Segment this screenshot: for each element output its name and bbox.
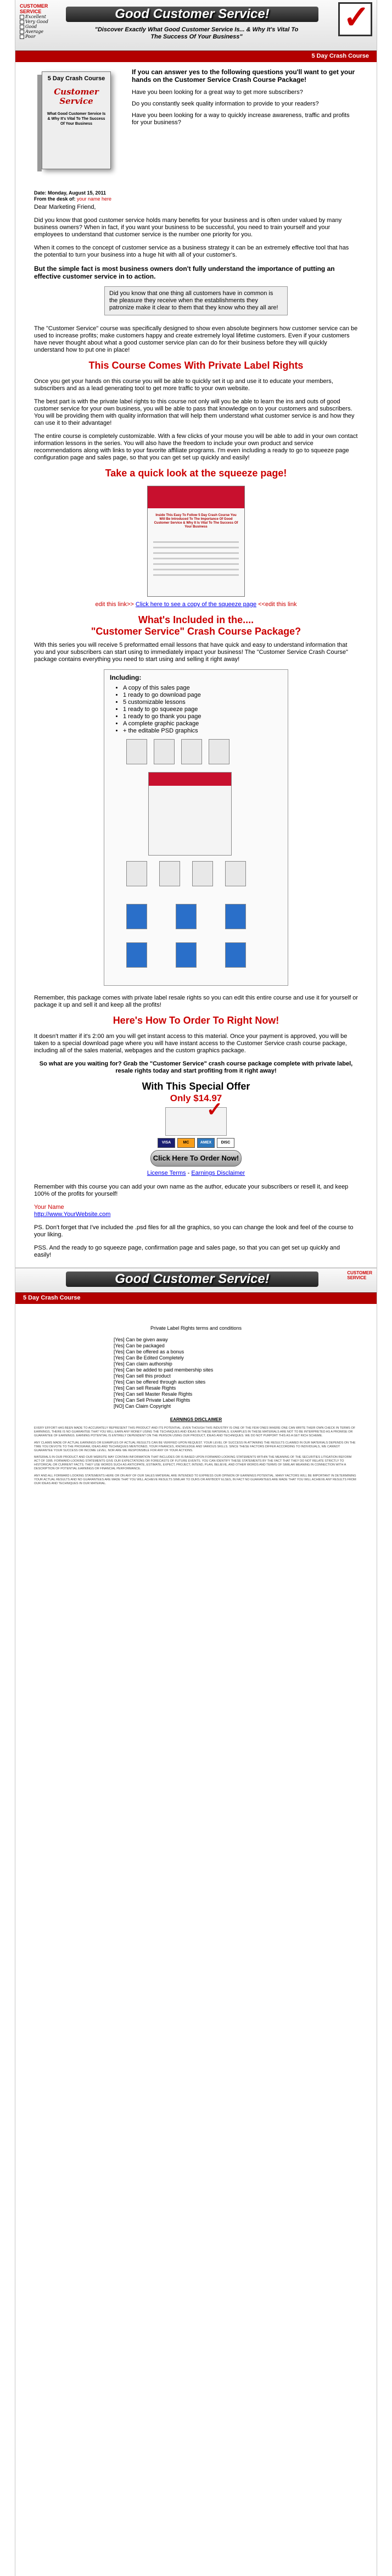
postscript: PS. Don't forget that I've included the .psd files for all the graphics, so you can change the look and feel of the course to your liking. xyxy=(34,1224,354,1238)
squeeze-header-strip xyxy=(148,486,244,508)
signature-name: Your Name xyxy=(34,1204,64,1211)
checkmark-icon: ✓ xyxy=(206,1098,223,1120)
ebook-desc: What Good Customer Service Is & Why It's Vital To The Success Of Your Business xyxy=(47,112,106,126)
rights-title: Private Label Rights terms and conditions xyxy=(150,1325,242,1331)
checkbox-icon xyxy=(20,30,24,34)
text-line xyxy=(153,563,239,565)
included-item: • 1 ready to go download page xyxy=(123,692,282,699)
para-2: When it comes to the concept of customer service as a business strategy it can be an extremely effective tool that has the potential to turn your business into a huge hit with all of your customer's. xyxy=(34,245,349,258)
disclaimer-title: EARNINGS DISCLAIMER xyxy=(170,1417,222,1422)
intro-q3: Have you been looking for a way to quickly increase awareness, traffic and profits for your business? xyxy=(132,112,350,126)
offer-line: With This Special Offer xyxy=(142,1081,250,1092)
rights-item: [Yes] Can be offered through auction sites xyxy=(114,1379,206,1385)
rights-item: [Yes] Can sell this product xyxy=(114,1373,171,1379)
discover-card-icon: DISC xyxy=(217,1138,234,1148)
title-band xyxy=(66,7,318,22)
logo-check-row xyxy=(20,24,59,29)
para-9: Remember, this package comes with private label resale rights so you can edit this entire course and use it for yourself or package it up and sell it and keep all the profits! xyxy=(34,995,359,1008)
included-item: • 5 customizable lessons xyxy=(123,699,282,706)
visa-card-icon: VISA xyxy=(158,1138,175,1148)
logo-check-label: Very Good xyxy=(25,19,48,24)
included-list xyxy=(123,685,282,735)
footer-title-band xyxy=(66,1272,318,1287)
ebook-graphic xyxy=(126,739,147,764)
checkmark-icon: ✓ xyxy=(338,2,372,36)
para-3: But the simple fact is most business owners don't fully understand the importance of putting an effective customer service in to action. xyxy=(34,265,335,280)
greeting: Dear Marketing Friend, xyxy=(34,204,96,210)
document-icon xyxy=(225,904,246,929)
license-terms-link[interactable]: License Terms xyxy=(147,1170,186,1176)
heading-order: Here's How To Order To Right Now! xyxy=(113,1015,279,1026)
ebook-front xyxy=(42,71,111,169)
included-item: • 1 ready to go thank you page xyxy=(123,713,282,720)
ebook-graphic xyxy=(225,861,246,886)
checkbox-icon xyxy=(20,20,24,24)
legal-links xyxy=(34,1170,358,1177)
rights-item: [Yes] Can be added to paid membership sites xyxy=(114,1367,214,1373)
document-icon xyxy=(126,904,147,929)
document-icon xyxy=(176,942,197,968)
logo-check-row xyxy=(20,29,59,34)
para-10: It doesn't matter if it's 2:00 am you will get instant access to this material. Once your payment is approved, you will be taken to a special download page where you will have instant access to the Customer Service crash course package, including all of the sales material, webpages and the custom graphics package. xyxy=(34,1033,348,1054)
logo-check-label: Average xyxy=(25,29,44,34)
included-item: • A copy of this sales page xyxy=(123,685,282,692)
footer-red-bar xyxy=(15,1292,377,1304)
included-title: Including: xyxy=(110,674,142,681)
earnings-disclaimer-link[interactable]: Earnings Disclaimer xyxy=(191,1170,245,1176)
ebook-cover xyxy=(34,67,122,177)
rights-item: [Yes] Can Be Edited Completely xyxy=(114,1355,184,1361)
heading-squeeze-page: Take a quick look at the squeeze page! xyxy=(105,468,287,479)
intro-q2: Do you constantly seek quality information to provide to your readers? xyxy=(132,101,319,107)
logo-line1: CUSTOMER xyxy=(20,3,48,9)
para-6: The best part is with the private label rights to this course not only will you be able to learn the ins and outs of good customer service for your own business, you will be able to pass that knowledge on to your customers and subscribers. You will be providing them with quality information that will help them understand what customer service is and how they can use it to their advantage! xyxy=(34,398,355,426)
squeeze-page-screenshot xyxy=(147,486,245,597)
included-box xyxy=(104,669,288,986)
rights-item: [Yes] Can sell Resale Rights xyxy=(114,1385,176,1391)
intro-q1: Have you been looking for a great way to get more subscribers? xyxy=(132,89,303,96)
sales-page-graphic xyxy=(148,772,232,856)
ebook-top-text: 5 Day Crash Course xyxy=(47,75,105,82)
rights-item: [NO] Can Claim Copyright xyxy=(114,1403,171,1409)
checkbox-icon xyxy=(20,25,24,29)
logo-check-label: Good xyxy=(25,24,37,29)
included-item: • 1 ready to go squeeze page xyxy=(123,706,282,713)
included-item: • A complete graphic package xyxy=(123,720,282,728)
header-red-bar xyxy=(15,51,377,62)
para-4: The "Customer Service" course was specifically designed to show even absolute beginners how customer service can be used to increase profits; make customers happy and create extremely loyal lifetime customers. Even if your customers have never thought about what a good customer service plan can do for their business before they will quickly understand how to put one in place! xyxy=(34,325,358,353)
checkbox-icon xyxy=(20,35,24,39)
document-icon xyxy=(225,942,246,968)
disclaimer-body xyxy=(15,1426,377,1486)
from-line xyxy=(34,196,111,202)
amex-card-icon: AMEX xyxy=(197,1138,215,1148)
text-line xyxy=(153,552,239,554)
squeeze-link-row xyxy=(34,601,358,608)
footer-logo xyxy=(347,1270,372,1280)
disclaimer-para: ANY CLAIMS MADE OF ACTUAL EARNINGS OR EXAMPLES OF ACTUAL RESULTS CAN BE VERIFIED UPON REQUEST. YOUR LEVEL OF SUCCESS IN ATTAINING THE RESULTS CLAIMED IN OUR MATERIALS DEPENDS ON THE TIME YOU DEVOTE TO THE PROGRAM, IDEAS AND TECHNIQUES MENTIONED, YOUR FINANCES, KNOWLEDGE AND VARIOUS SKILLS. SINCE THESE FACTORS DIFFER ACCORDING TO INDIVIDUALS, WE CANNOT GUARANTEE YOUR SUCCESS OR INCOME LEVEL. NOR ARE WE RESPONSIBLE FOR ANY OF YOUR ACTIONS. xyxy=(34,1441,356,1452)
from-name: your name here xyxy=(77,196,112,202)
page xyxy=(15,0,377,2576)
ebook-graphic xyxy=(192,861,213,886)
heading-included-1: What's Included in the.... xyxy=(138,614,254,625)
para-11: So what are you waiting for? Grab the "Customer Service" crash course package complete with private label, resale rights today and start profiting from it right away! xyxy=(39,1061,353,1074)
site-title: Good Customer Service! xyxy=(115,7,270,21)
footer-title: Good Customer Service! xyxy=(115,1272,270,1286)
logo-check-label: Poor xyxy=(25,34,36,39)
disclaimer-para: ANY AND ALL FORWARD LOOKING STATEMENTS HERE OR ON ANY OF OUR SALES MATERIAL ARE INTENDED TO EXPRESS OUR OPINION OF EARNINGS POTENTIAL. MANY FACTORS WILL BE IMPORTANT IN DETERMINING YOUR ACTUAL RESULTS AND NO GUARANTEES ARE MADE THAT YOU WILL ACHIEVE RESULTS SIMILAR TO OURS OR ANYBODY ELSES, IN FACT NO GUARANTEES ARE MADE THAT YOU WILL ACHIEVE ANY RESULTS FROM OUR IDEAS AND TECHNIQUES IN OUR MATERIAL. xyxy=(34,1474,356,1485)
text-line xyxy=(153,558,239,559)
main-content xyxy=(15,62,377,1259)
ebook-graphic xyxy=(126,861,147,886)
separator: - xyxy=(187,1170,192,1176)
intro-questions xyxy=(132,68,357,131)
squeeze-title: Inside This Easy To Follow 5 Day Crash Course You Will Be Introduced To The Importance Of Good Customer Service & Why It Is Vital To The Success Of Your Business xyxy=(154,514,238,529)
footer-logo-line2: SERVICE xyxy=(347,1275,367,1280)
para-1: Did you know that good customer service holds many benefits for your business and is often under valued by many business owners? When in fact, if you want your business to be successful, you need to train yourself and your employees to understand that customer service is the number one priority for you. xyxy=(34,217,342,238)
edit-link-left: edit this link>> xyxy=(95,601,134,608)
product-graphics xyxy=(110,739,282,981)
disclaimer-para: EVERY EFFORT HAS BEEN MADE TO ACCURATELY REPRESENT THIS PRODUCT AND ITS POTENTIAL. EVEN THOUGH THIS INDUSTRY IS ONE OF THE FEW ONES WHERE ONE CAN WRITE THEIR OWN CHECK IN TERMS OF EARNINGS, THERE IS NO GUARANTEE THAT YOU WILL EARN ANY MONEY USING THE TECHNIQUES AND IDEAS IN THESE MATERIALS. EXAMPLES IN THESE MATERIALS ARE NOT TO BE INTERPRETED AS A PROMISE OR GUARANTEE OF EARNINGS. EARNING POTENTIAL IS ENTIRELY DEPENDENT ON THE PERSON USING OUR PRODUCT, IDEAS AND TECHNIQUES. WE DO NOT PURPORT THIS AS A GET RICH SCHEME. xyxy=(34,1426,356,1437)
rights-section xyxy=(114,1325,278,1409)
payment-cards xyxy=(34,1138,358,1148)
heading-included-2: "Customer Service" Crash Course Package? xyxy=(91,626,301,637)
text-line xyxy=(153,569,239,570)
logo-check-row xyxy=(20,19,59,24)
signature xyxy=(34,1204,358,1218)
text-line xyxy=(153,547,239,548)
header-banner xyxy=(15,0,377,62)
document-icon xyxy=(176,904,197,929)
text-line xyxy=(153,574,239,576)
ebook-graphic xyxy=(209,739,229,764)
text-line xyxy=(153,541,239,543)
disclaimer-para: MATERIALS IN OUR PRODUCT AND OUR WEBSITE MAY CONTAIN INFORMATION THAT INCLUDES OR IS BASED UPON FORWARD-LOOKING STATEMENTS WITHIN THE MEANING OF THE SECURITIES LITIGATION REFORM ACT OF 1995. FORWARD-LOOKING STATEMENTS GIVE OUR EXPECTATIONS OR FORECASTS OF FUTURE EVENTS. YOU CAN IDENTIFY THESE STATEMENTS BY THE FACT THAT THEY DO NOT RELATE STRICTLY TO HISTORICAL OR CURRENT FACTS. THEY USE WORDS SUCH AS ANTICIPATE, ESTIMATE, EXPECT, PROJECT, INTEND, PLAN, BELIEVE, AND OTHER WORDS AND TERMS OF SIMILAR MEANING IN CONNECTION WITH A DESCRIPTION OF POTENTIAL EARNINGS OR FINANCIAL PERFORMANCE. xyxy=(34,1456,352,1470)
footer-logo-line1: CUSTOMER xyxy=(347,1270,372,1275)
logo-line2: SERVICE xyxy=(20,9,42,14)
order-now-button[interactable]: Click Here To Order Now! xyxy=(150,1150,242,1167)
from-label: From the desk of: xyxy=(34,196,77,202)
squeeze-page-link[interactable]: Click here to see a copy of the squeeze page xyxy=(135,601,257,608)
logo-check-row xyxy=(20,34,59,39)
quote-box: Did you know that one thing all customers have in common is the pleasure they receive when the establishments they patronize make it clear to them that they know who they all are! xyxy=(104,286,288,315)
heading-included xyxy=(34,614,358,637)
ebook-graphic xyxy=(154,739,175,764)
rights-item: [Yes] Can Sell Private Label Rights xyxy=(114,1397,191,1403)
para-8: With this series you will receive 5 preformatted email lessons that have quick and easy to understand information that you and your subscribers can start using to immediately impact your business! The "Customer Service Crash Course" package contains everything you need to start using and selling it right away! xyxy=(34,642,348,663)
mastercard-icon: MC xyxy=(177,1138,195,1148)
signature-url[interactable]: http://www.YourWebsite.com xyxy=(34,1211,111,1218)
logo-check-label: Excellent xyxy=(25,14,46,19)
crash-course-label: 5 Day Crash Course xyxy=(311,53,369,59)
rights-item: [Yes] Can be offered as a bonus xyxy=(114,1349,184,1354)
para-7: The entire course is completely customizable. With a few clicks of your mouse you will be able to add in your own contact information lessons in the series. You will also have the freedom to include your own product and service recommendations along with links to your favorite affiliate programs. I'm even including a ready to go to squeeze page configuration page and sales page, so that you can get set up quickly and easily! xyxy=(34,433,358,461)
checkbox-icon xyxy=(20,15,24,19)
footer-crash-course-label: 5 Day Crash Course xyxy=(23,1295,81,1301)
rights-item: [Yes] Can claim authorship xyxy=(114,1361,172,1367)
customer-service-logo xyxy=(20,3,59,42)
included-item: • + the editable PSD graphics xyxy=(123,728,282,735)
edit-link-right: <<edit this link xyxy=(258,601,297,608)
price: Only $14.97 xyxy=(170,1093,222,1103)
rights-item: [Yes] Can be given away xyxy=(114,1337,168,1342)
logo-check-row xyxy=(20,14,59,19)
rights-item: [Yes] Can be packaged xyxy=(114,1343,165,1348)
intro-headline: If you can answer yes to the following questions you'll want to get your hands on the Customer Service Crash Course Package! xyxy=(132,68,355,84)
document-icon xyxy=(126,942,147,968)
postscript-2: PSS. And the ready to go squeeze page, confirmation page and sales page, so that you can get set up quickly and easily! xyxy=(34,1245,340,1258)
dateline xyxy=(34,190,111,202)
footer-banner xyxy=(15,1268,377,1303)
date-text: Date: Monday, August 15, 2011 xyxy=(34,190,107,196)
ebook-title: Customer Service xyxy=(54,87,99,106)
para-12: Remember with this course you can add your own name as the author, educate your subscribers or resell it, and keep 100% of the profits for yourself! xyxy=(34,1184,349,1197)
para-5: Once you get your hands on this course you will be able to quickly set it up and use it to educate your members, subscribers and as a lead generating tool to get more traffic to your own website. xyxy=(34,378,333,392)
heading-private-label: This Course Comes With Private Label Rights xyxy=(88,360,304,371)
rights-item: [Yes] Can sell Master Resale Rights xyxy=(114,1391,193,1397)
header-tagline: "Discover Exactly What Good Customer Service Is... & Why It's Vital To The Success Of Your Business" xyxy=(94,26,299,40)
ebook-graphic xyxy=(159,861,180,886)
ebook-spine xyxy=(37,75,42,171)
ebook-graphic xyxy=(181,739,202,764)
